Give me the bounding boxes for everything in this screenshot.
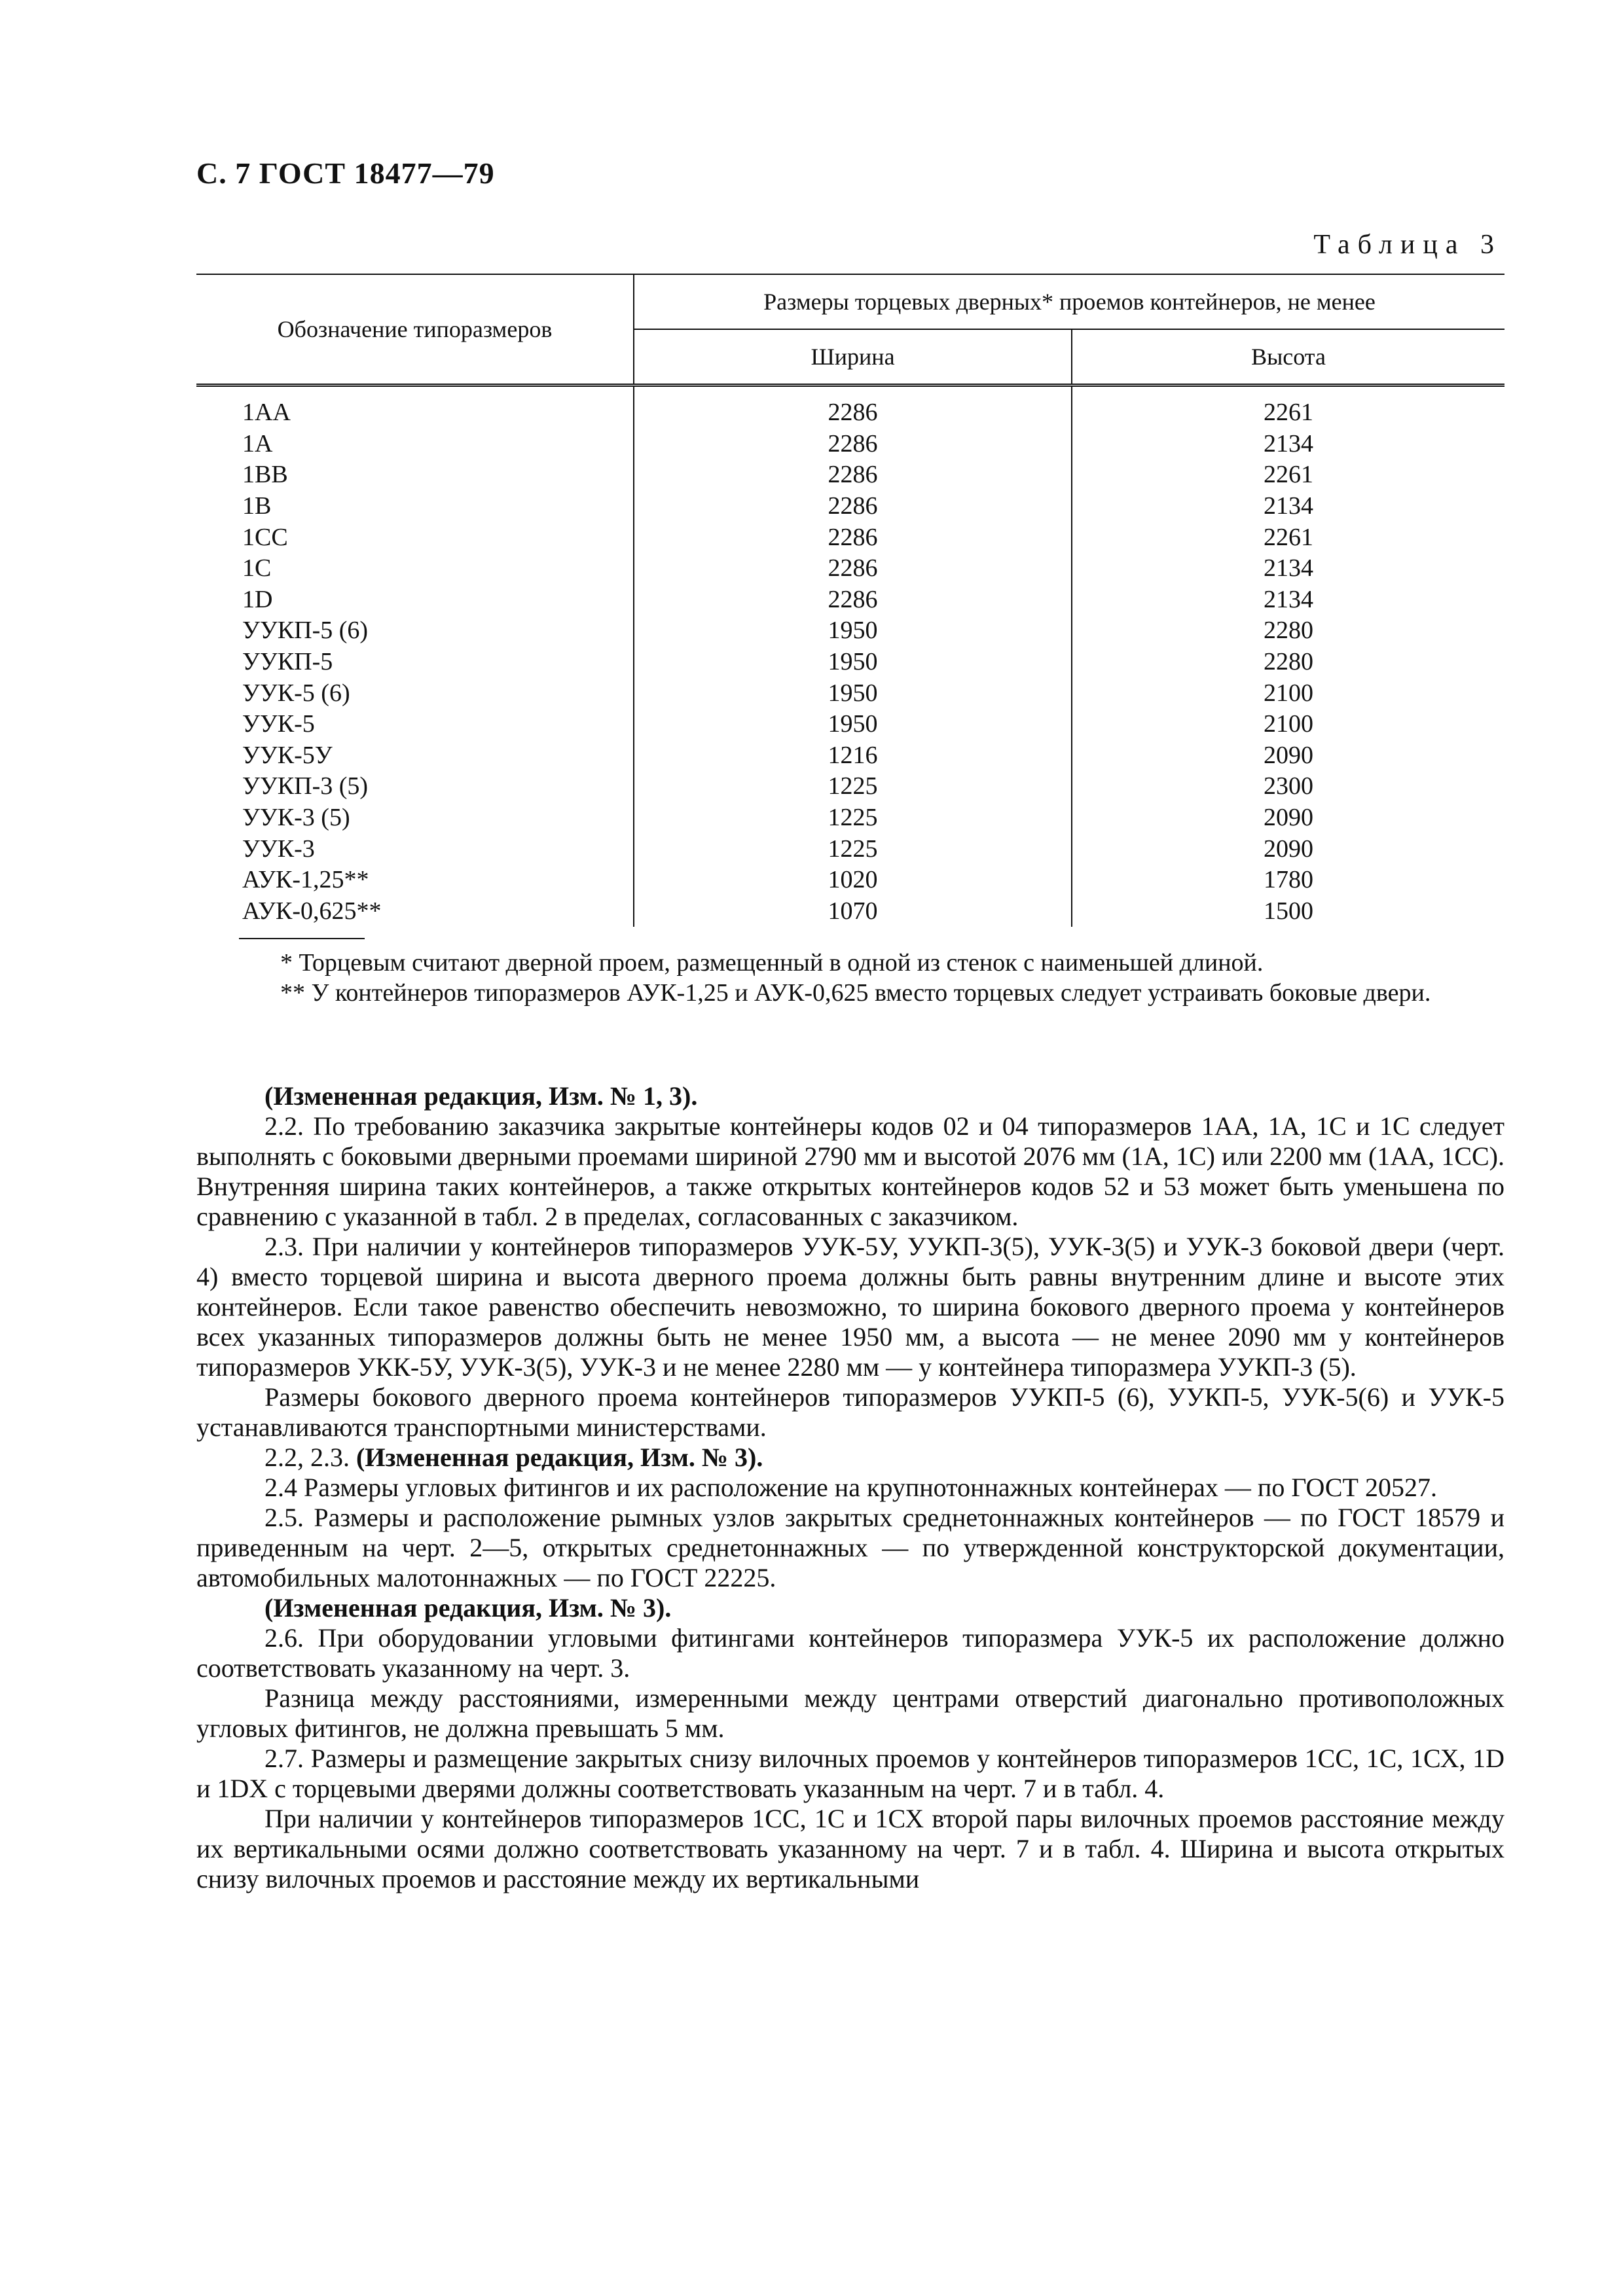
table-label: Таблица 3 bbox=[1313, 230, 1502, 260]
cell-height: 2134 bbox=[1264, 585, 1313, 613]
col-group-header: Размеры торцевых дверных* проемов контейнеров, не менее bbox=[634, 274, 1504, 329]
table-row bbox=[196, 429, 1504, 460]
cell-designation: АУК-1,25** bbox=[196, 865, 634, 896]
table-row bbox=[196, 677, 1504, 709]
cell-width: 1070 bbox=[634, 896, 1072, 927]
cell-height: 2261 bbox=[1264, 461, 1313, 489]
revision-note-3: (Измененная редакция, Изм. № 3). bbox=[264, 1593, 672, 1623]
table-row bbox=[196, 833, 1504, 865]
cell-height: 1780 bbox=[1264, 866, 1313, 894]
table-row bbox=[196, 865, 1504, 896]
cell-designation: УУК-3 (5) bbox=[196, 802, 634, 834]
paragraph-2-6: 2.6. При оборудовании угловыми фитингами контейнеров типоразмера УУК-5 их расположение должно соответствовать указанному на черт. 3. bbox=[196, 1623, 1504, 1683]
cell-designation: 1ВВ bbox=[196, 459, 634, 491]
cell-designation: УУК-3 bbox=[196, 833, 634, 865]
cell-height: 2280 bbox=[1264, 648, 1313, 676]
revision-note-2: 2.2, 2.3. (Измененная редакция, Изм. № 3). bbox=[264, 1443, 763, 1472]
body-text bbox=[196, 1073, 1504, 1894]
cell-height: 1500 bbox=[1264, 897, 1313, 925]
cell-designation: 1АА bbox=[196, 386, 634, 429]
cell-designation: УУКП-5 (6) bbox=[196, 615, 634, 647]
cell-height: 2134 bbox=[1264, 554, 1313, 583]
footnote-1: * Торцевым считают дверной проем, размещенный в одной из стенок с наименьшей длиной. bbox=[280, 949, 1264, 977]
cell-width: 1950 bbox=[634, 615, 1072, 647]
paragraph-2-2: 2.2. По требованию заказчика закрытые контейнеры кодов 02 и 04 типоразмеров 1АА, 1А, 1С и 1С следует выполнять с боковыми дверными проемами шириной 2790 мм и высотой 2076 мм (1А, 1С) или 2200 мм (1АА, 1СС). Внутренняя ширина таких контейнеров, а также открытых контейнеров кодов 52 и 53 может быть уменьшена по сравнению с указанной в табл. 2 в пределах, согласованных с заказчиком. bbox=[196, 1111, 1504, 1231]
table-row bbox=[196, 740, 1504, 772]
cell-width: 2286 bbox=[634, 429, 1072, 460]
page-header: С. 7 ГОСТ 18477—79 bbox=[196, 156, 495, 190]
cell-designation: УУКП-3 (5) bbox=[196, 771, 634, 802]
table-row bbox=[196, 802, 1504, 834]
table-row bbox=[196, 386, 1504, 429]
cell-height: 2090 bbox=[1264, 804, 1313, 832]
cell-height: 2134 bbox=[1264, 429, 1313, 457]
footnote-2: ** У контейнеров типоразмеров АУК-1,25 и АУК-0,625 вместо торцевых следует устраивать боковые двери. bbox=[280, 979, 1431, 1007]
cell-width: 1950 bbox=[634, 709, 1072, 740]
paragraph-2-4: 2.4 Размеры угловых фитингов и их расположение на крупнотоннажных контейнерах — по ГОСТ 20527. bbox=[264, 1473, 1437, 1502]
cell-designation: 1В bbox=[196, 491, 634, 522]
cell-height: 2300 bbox=[1264, 772, 1313, 800]
cell-height: 2100 bbox=[1264, 710, 1313, 738]
paragraph-side-door: Размеры бокового дверного проема контейнеров типоразмеров УУКП-5 (6), УУКП-5, УУК-5(6) и УУК-5 устанавливаются транспортными министерствами. bbox=[196, 1382, 1504, 1442]
cell-width: 1950 bbox=[634, 647, 1072, 678]
table-row bbox=[196, 553, 1504, 584]
col-height-header: Высота bbox=[1072, 329, 1504, 386]
table-body bbox=[196, 386, 1504, 927]
cell-width: 2286 bbox=[634, 553, 1072, 584]
cell-width: 2286 bbox=[634, 386, 1072, 429]
cell-width: 2286 bbox=[634, 491, 1072, 522]
paragraph-diff: Разница между расстояниями, измеренными между центрами отверстий диагонально противоположных угловых фитингов, не должна превышать 5 мм. bbox=[196, 1683, 1504, 1743]
cell-width: 2286 bbox=[634, 584, 1072, 616]
table-row bbox=[196, 615, 1504, 647]
cell-height: 2280 bbox=[1264, 617, 1313, 645]
paragraph-last: При наличии у контейнеров типоразмеров 1СС, 1С и 1СХ второй пары вилочных проемов расстояние между их вертикальными осями должно соответствовать указанному на черт. 7 и в табл. 4. Ширина и высота открытых снизу вилочных проемов и расстояние между их вертикальными bbox=[196, 1804, 1504, 1893]
table-row bbox=[196, 459, 1504, 491]
table-row bbox=[196, 584, 1504, 616]
revision-note-1: (Измененная редакция, Изм. № 1, 3). bbox=[264, 1081, 698, 1111]
cell-height: 2261 bbox=[1264, 523, 1313, 551]
cell-width: 1225 bbox=[634, 802, 1072, 834]
cell-width: 1225 bbox=[634, 771, 1072, 802]
cell-designation: УУК-5У bbox=[196, 740, 634, 772]
table-row bbox=[196, 491, 1504, 522]
cell-designation: АУК-0,625** bbox=[196, 896, 634, 927]
table-row bbox=[196, 709, 1504, 740]
dimensions-table bbox=[196, 274, 1504, 927]
cell-height: 2261 bbox=[1264, 399, 1313, 427]
cell-designation: УУК-5 (6) bbox=[196, 677, 634, 709]
paragraph-2-5: 2.5. Размеры и расположение рымных узлов закрытых среднетоннажных контейнеров — по ГОСТ 18579 и приведенным на черт. 2—5, открытых среднетоннажных — по утвержденной конструкторской документации, автомобильных малотоннажных — по ГОСТ 22225. bbox=[196, 1503, 1504, 1592]
cell-width: 1225 bbox=[634, 833, 1072, 865]
cell-designation: УУКП-5 bbox=[196, 647, 634, 678]
paragraph-2-7: 2.7. Размеры и размещение закрытых снизу вилочных проемов у контейнеров типоразмеров 1СС, 1С, 1СХ, 1D и 1DX с торцевыми дверями должны соответствовать указанным на черт. 7 и в табл. 4. bbox=[196, 1744, 1504, 1803]
cell-designation: 1D bbox=[196, 584, 634, 616]
col-designation-header: Обозначение типоразмеров bbox=[196, 274, 634, 386]
table-row bbox=[196, 771, 1504, 802]
cell-width: 1950 bbox=[634, 677, 1072, 709]
cell-designation: УУК-5 bbox=[196, 709, 634, 740]
cell-width: 1020 bbox=[634, 865, 1072, 896]
cell-height: 2100 bbox=[1264, 679, 1313, 707]
table-row bbox=[196, 647, 1504, 678]
cell-designation: 1С bbox=[196, 553, 634, 584]
cell-width: 1216 bbox=[634, 740, 1072, 772]
cell-width: 2286 bbox=[634, 522, 1072, 553]
cell-designation: 1СС bbox=[196, 522, 634, 553]
table-row bbox=[196, 522, 1504, 553]
cell-height: 2090 bbox=[1264, 741, 1313, 769]
col-width-header: Ширина bbox=[634, 329, 1072, 386]
cell-width: 2286 bbox=[634, 459, 1072, 491]
cell-height: 2134 bbox=[1264, 492, 1313, 520]
paragraph-2-3: 2.3. При наличии у контейнеров типоразмеров УУК-5У, УУКП-3(5), УУК-3(5) и УУК-3 боковой двери (черт. 4) вместо торцевой ширина и высота дверного проема должны быть равны внутренним длине и высоте этих контейнеров. Если такое равенство обеспечить невозможно, то ширина бокового дверного проема у контейнеров всех указанных типоразмеров должны быть не менее 1950 мм, а высота — не менее 2090 мм у контейнеров типоразмеров УКК-5У, УУК-3(5), УУК-3 и не менее 2280 мм — у контейнера типоразмера УУКП-3 (5). bbox=[196, 1232, 1504, 1382]
table-row bbox=[196, 896, 1504, 927]
footnote-rule bbox=[239, 938, 365, 939]
footnotes bbox=[196, 948, 1504, 1008]
cell-height: 2090 bbox=[1264, 834, 1313, 863]
cell-designation: 1А bbox=[196, 429, 634, 460]
